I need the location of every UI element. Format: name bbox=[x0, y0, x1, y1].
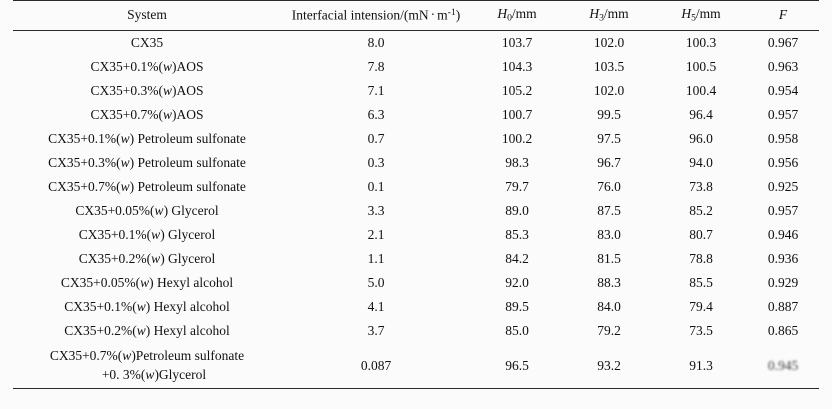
cell-h3: 81.5 bbox=[597, 251, 621, 267]
cell-system: CX35+0.1%(w) Glycerol bbox=[78, 227, 216, 243]
column-header-interfacial-tension: Interfacial intension/(mN · $m^{-1}$) bbox=[281, 1, 471, 31]
cell-h0: 100.7 bbox=[501, 107, 533, 123]
cell-ift: 5.0 bbox=[367, 275, 385, 291]
table-row bbox=[13, 199, 819, 223]
cell-h5: 85.5 bbox=[689, 275, 713, 291]
column-header-f: F bbox=[747, 1, 819, 31]
cell-ift: 1.1 bbox=[367, 251, 385, 267]
results-table bbox=[13, 0, 819, 389]
cell-h0: 85.3 bbox=[505, 227, 529, 243]
column-header-h5: $H_5/mm$ bbox=[655, 1, 747, 31]
cell-f: 0.887 bbox=[767, 299, 799, 315]
cell-ift: 0.087 bbox=[281, 343, 471, 388]
cell-f: 0.929 bbox=[767, 275, 799, 291]
cell-f: 0.936 bbox=[767, 251, 799, 267]
cell-h3: 97.5 bbox=[597, 131, 621, 147]
cell-h3: 96.7 bbox=[597, 155, 621, 171]
column-header-h3: $H_3/mm$ bbox=[563, 1, 655, 31]
cell-h5: 85.2 bbox=[689, 203, 713, 219]
cell-system: CX35+0.3%(w)AOS bbox=[90, 83, 204, 99]
system-line-2: +0. 3%(w)Glycerol bbox=[101, 366, 207, 382]
table-row bbox=[13, 127, 819, 151]
cell-h0: 92.0 bbox=[505, 275, 529, 291]
table-row bbox=[13, 151, 819, 175]
cell-h5: 73.8 bbox=[689, 179, 713, 195]
cell-h0: 89.0 bbox=[505, 203, 529, 219]
cell-h5: 79.4 bbox=[689, 299, 713, 315]
cell-h0: 103.7 bbox=[501, 35, 533, 51]
cell-ift: 6.3 bbox=[367, 107, 385, 123]
cell-f: 0.967 bbox=[767, 35, 799, 51]
cell-ift: 7.8 bbox=[367, 59, 385, 75]
table-row bbox=[13, 319, 819, 343]
cell-h5: 100.4 bbox=[685, 83, 717, 99]
cell-ift: 7.1 bbox=[367, 83, 385, 99]
cell-h3: 83.0 bbox=[597, 227, 621, 243]
cell-h3: 84.0 bbox=[597, 299, 621, 315]
cell-h3: 79.2 bbox=[597, 323, 621, 339]
cell-system: CX35+0.05%(w) Glycerol bbox=[75, 203, 219, 219]
cell-h5: 100.5 bbox=[685, 59, 717, 75]
cell-ift: 0.1 bbox=[367, 179, 385, 195]
cell-f: 0.963 bbox=[767, 59, 799, 75]
cell-f: 0.957 bbox=[767, 107, 799, 123]
cell-h0: 100.2 bbox=[501, 131, 533, 147]
system-line-1: CX35+0.7%(w)Petroleum sulfonate bbox=[49, 348, 245, 364]
cell-system: CX35+0.1%(w) Petroleum sulfonate bbox=[48, 131, 246, 147]
cell-ift: 3.3 bbox=[367, 203, 385, 219]
header-row bbox=[13, 1, 819, 31]
cell-system: CX35+0.7%(w)AOS bbox=[90, 107, 204, 123]
cell-system: CX35+0.3%(w) Petroleum sulfonate bbox=[48, 155, 246, 171]
cell-h3: 99.5 bbox=[597, 107, 621, 123]
cell-h5: 91.3 bbox=[655, 343, 747, 388]
cell-h5: 96.0 bbox=[689, 131, 713, 147]
cell-f: 0.925 bbox=[767, 179, 799, 195]
cell-ift: 0.3 bbox=[367, 155, 385, 171]
cell-f: 0.945 bbox=[747, 343, 819, 388]
table-body bbox=[13, 31, 819, 388]
cell-h5: 96.4 bbox=[689, 107, 713, 123]
cell-h5: 78.8 bbox=[689, 251, 713, 267]
cell-system: CX35+0.1%(w) Hexyl alcohol bbox=[64, 299, 230, 315]
cell-ift: 8.0 bbox=[367, 35, 385, 51]
cell-h3: 88.3 bbox=[597, 275, 621, 291]
cell-h5: 80.7 bbox=[689, 227, 713, 243]
cell-h3: 102.0 bbox=[593, 83, 625, 99]
cell-f: 0.957 bbox=[767, 203, 799, 219]
column-header-h0: $H_0/mm$ bbox=[471, 1, 563, 31]
table-row bbox=[13, 175, 819, 199]
cell-h3: 103.5 bbox=[593, 59, 625, 75]
cell-ift: 2.1 bbox=[367, 227, 385, 243]
cell-system: CX35+0.1%(w)AOS bbox=[90, 59, 204, 75]
cell-h0: 89.5 bbox=[505, 299, 529, 315]
cell-system: CX35+0.2%(w) Hexyl alcohol bbox=[64, 323, 230, 339]
table-row-multiline bbox=[13, 343, 819, 388]
cell-system: CX35+0.7%(w) Petroleum sulfonate bbox=[48, 179, 246, 195]
cell-h0: 98.3 bbox=[505, 155, 529, 171]
cell-f: 0.946 bbox=[767, 227, 799, 243]
table-row bbox=[13, 295, 819, 319]
cell-h0: 104.3 bbox=[501, 59, 533, 75]
cell-h0: 105.2 bbox=[501, 83, 533, 99]
table-header bbox=[13, 1, 819, 31]
table-row bbox=[13, 79, 819, 103]
cell-h5: 73.5 bbox=[689, 323, 713, 339]
cell-h0: 84.2 bbox=[505, 251, 529, 267]
column-header-system: System bbox=[13, 1, 281, 31]
table-row bbox=[13, 223, 819, 247]
cell-h0: 96.5 bbox=[471, 343, 563, 388]
table-row bbox=[13, 31, 819, 56]
cell-system: CX35+0.05%(w) Hexyl alcohol bbox=[60, 275, 234, 291]
table-row bbox=[13, 271, 819, 295]
cell-h3: 102.0 bbox=[593, 35, 625, 51]
table-row bbox=[13, 247, 819, 271]
cell-system: CX35 bbox=[130, 35, 164, 51]
cell-ift: 4.1 bbox=[367, 299, 385, 315]
cell-h3: 87.5 bbox=[597, 203, 621, 219]
cell-ift: 0.7 bbox=[367, 131, 385, 147]
cell-h5: 94.0 bbox=[689, 155, 713, 171]
table-row bbox=[13, 55, 819, 79]
cell-system bbox=[13, 343, 281, 388]
cell-h3: 93.2 bbox=[563, 343, 655, 388]
table-row bbox=[13, 103, 819, 127]
cell-ift: 3.7 bbox=[367, 323, 385, 339]
cell-f: 0.958 bbox=[767, 131, 799, 147]
middle-dot: · bbox=[430, 6, 436, 22]
cell-h3: 76.0 bbox=[597, 179, 621, 195]
cell-f: 0.954 bbox=[767, 83, 799, 99]
cell-h0: 85.0 bbox=[505, 323, 529, 339]
cell-h0: 79.7 bbox=[505, 179, 529, 195]
cell-system: CX35+0.2%(w) Glycerol bbox=[78, 251, 216, 267]
cell-f: 0.956 bbox=[767, 155, 799, 171]
cell-h5: 100.3 bbox=[685, 35, 717, 51]
cell-f: 0.865 bbox=[767, 323, 799, 339]
